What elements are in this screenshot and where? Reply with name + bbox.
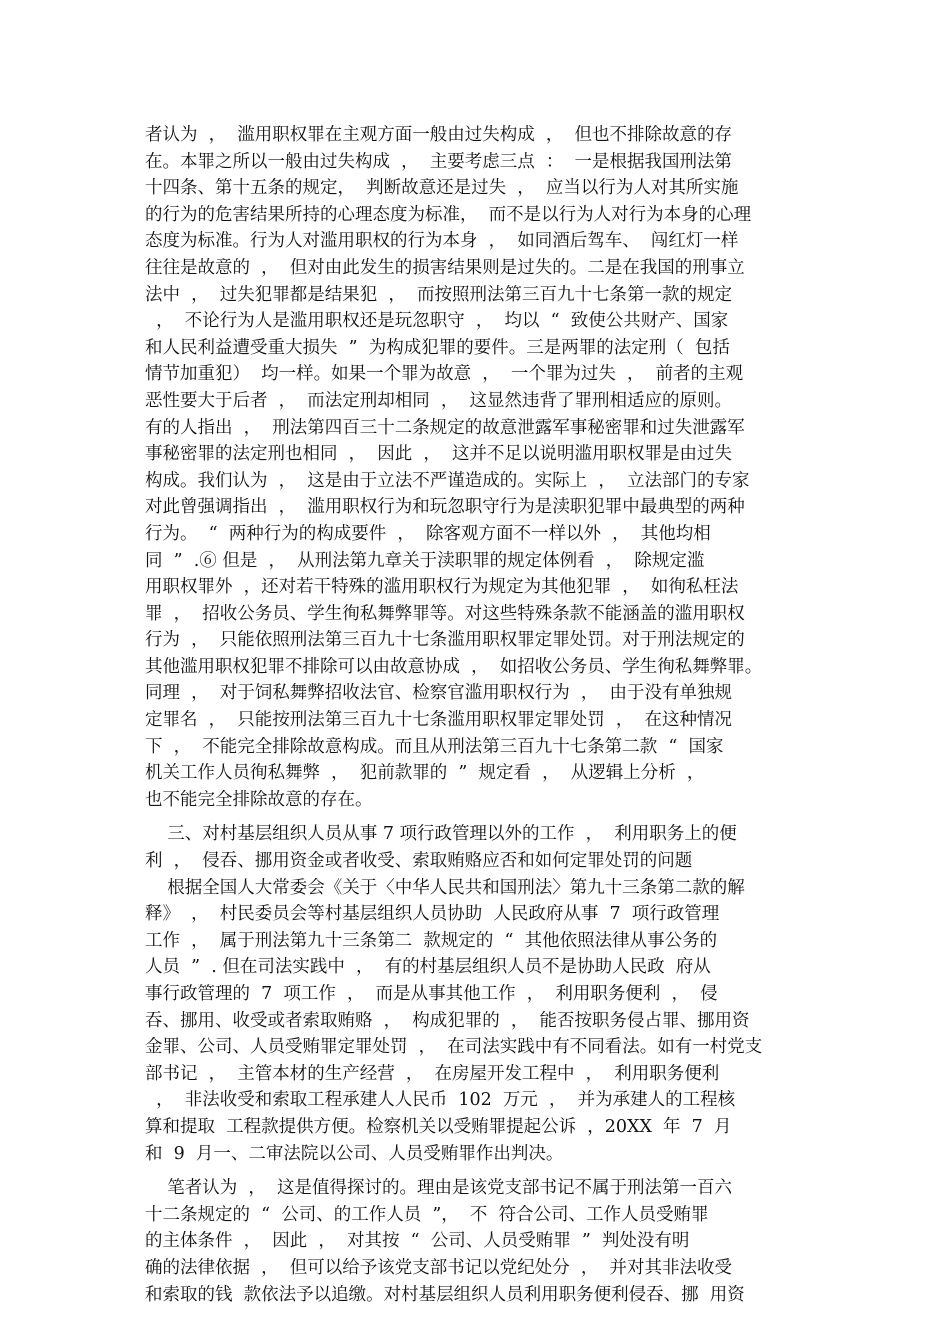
text-line: 事秘密罪的法定刑也相同 ， 因此 ， 这并不足以说明滥用职权罪是由过失 bbox=[145, 444, 732, 465]
text-line: 部书记 ， 主管本材的生产经营 ， 在房屋开发工程中 ， 利用职务便利 bbox=[145, 1063, 720, 1084]
text-line: 吞、挪用、收受或者索取贿赂 ， 构成犯罪的 ， 能否按职务侵占罪、挪用资 bbox=[145, 1010, 750, 1031]
text-line: 的主体条件 ， 因此 ， 对其按 “ 公司、人员受贿罪 ” 判处没有明 bbox=[145, 1231, 690, 1252]
paragraph-gap bbox=[145, 813, 815, 821]
text-line: 确的法律依据 ， 但可以给予该党支部书记以党纪处分 ， 并对其非法收受 bbox=[145, 1257, 732, 1278]
text-line: 在。本罪之所以一般由过失构成 ， 主要考虑三点 ： 一是根据我国刑法第 bbox=[145, 151, 732, 172]
text-line: 法中 ， 过失犯罪都是结果犯 ， 而按照刑法第三百九十七条第一款的规定 bbox=[145, 284, 732, 305]
text-line: 的行为的危害结果所持的心理态度为标准， 而不是以行为人对行为本身的心理 bbox=[145, 204, 752, 225]
text-line: 态度为标准。行为人对滥用职权的行为本身 ， 如同酒后驾车、 闯红灯一样 bbox=[145, 231, 739, 252]
text-line: 者认为 ， 滥用职权罪在主观方面一般由过失构成 ， 但也不排除故意的存 bbox=[145, 125, 732, 145]
text-line: 行为。 “ 两种行为的构成要件 ， 除客观方面不一样以外 ， 其他均相 bbox=[145, 523, 711, 544]
text-line: 算和提取 工程款提供方便。检察机关以受贿罪提起公诉 ，20XX 年 7 月 bbox=[145, 1116, 732, 1137]
text-line: 也不能完全排除故意的存在。 bbox=[145, 789, 373, 810]
text-line: 罪 ， 招收公务员、学生徇私舞弊罪等。对这些特殊条款不能涵盖的滥用职权 bbox=[145, 603, 745, 624]
text-line: 金罪、公司、人员受贿罪定罪处罚 ， 在司法实践中有不同看法。如有一村党支 bbox=[145, 1037, 763, 1058]
section-heading-line: 三、对村基层组织人员从事 7 项行政管理以外的工作 ， 利用职务上的便 bbox=[145, 824, 737, 845]
text-line: 事行政管理的 7 项工作 ， 而是从事其他工作 ， 利用职务便利 ， 侵 bbox=[145, 984, 718, 1004]
body-text bbox=[145, 122, 815, 1308]
text-line: 十二条规定的 “ 公司、的工作人员 ”， 不 符合公司、工作人员受贿罪 bbox=[145, 1204, 709, 1225]
text-line: 和索取的钱 款依法予以追缴。对村基层组织人员利用职务便利侵吞、挪 用资 bbox=[145, 1284, 745, 1305]
paragraph-gap bbox=[145, 1167, 815, 1175]
text-line: 和 9 月一、二审法院以公司、人员受贿罪作出判决。 bbox=[145, 1143, 564, 1164]
text-line: 和人民利益遭受重大损失 ” 为构成犯罪的要件。三是两罪的法定刑（ 包括 bbox=[145, 337, 730, 358]
text-line: 笔者认为 ， 这是值得探讨的。理由是该党支部书记不属于刑法第一百六 bbox=[145, 1178, 732, 1199]
text-line: 机关工作人员徇私舞弊 ， 犯前款罪的 ” 规定看 ， 从逻辑上分析 ， bbox=[145, 763, 705, 784]
text-line: 十四条、第十五条的规定， 判断故意还是过失 ， 应当以行为人对其所实施 bbox=[145, 178, 739, 199]
text-line: 对此曾强调指出 ， 滥用职权行为和玩忽职守行为是渎职犯罪中最典型的两种 bbox=[145, 497, 745, 518]
section-heading-line: 利 ， 侵吞、挪用资金或者收受、索取贿赂应否和如何定罪处罚的问题 bbox=[145, 851, 693, 872]
text-line: 人员 ” . 但在司法实践中 ， 有的村基层组织人员不是协助人民政 府从 bbox=[145, 957, 711, 978]
text-line: ， 非法收受和索取工程承建人人民币 102 万元 ， 并为承建人的工程核 bbox=[145, 1090, 736, 1111]
text-line: 行为 ， 只能依照刑法第三百九十七条滥用职权罪定罪处罚。对于刑法规定的 bbox=[145, 630, 745, 651]
text-line: 构成。我们认为 ， 这是由于立法不严谨造成的。实际上 ， 立法部门的专家 bbox=[145, 470, 750, 491]
text-line: ， 不论行为人是滥用职权还是玩忽职守 ， 均以 “ 致使公共财产、国家 bbox=[145, 311, 729, 332]
text-line: 恶性要大于后者 ， 而法定刑却相同 ， 这显然违背了罪刑相适应的原则。 bbox=[145, 390, 732, 411]
text-line: 同 ” .⑥ 但是 ， 从刑法第九章关于渎职罪的规定体例看 ， 除规定滥 bbox=[145, 550, 705, 571]
text-line: 有的人指出 ， 刑法第四百三十二条规定的故意泄露军事秘密罪和过失泄露军 bbox=[145, 417, 745, 438]
text-line: 根据全国人大常委会《关于〈中华人民共和国刑法〉第九十三条第二款的解 bbox=[145, 877, 745, 898]
text-line: 工作 ， 属于刑法第九十三条第二 款规定的 “ 其他依照法律从事公务的 bbox=[145, 930, 718, 951]
text-line: 其他滥用职权犯罪不排除可以由故意协成 ， 如招收公务员、学生徇私舞弊罪。 bbox=[145, 656, 763, 677]
text-line: 定罪名 ， 只能按刑法第三百九十七条滥用职权罪定罪处罚 ， 在这种情况 bbox=[145, 710, 732, 731]
text-line: 往往是故意的 ， 但对由此发生的损害结果则是过失的。二是在我国的刑事立 bbox=[145, 257, 745, 278]
text-line: 用职权罪外 ，还对若干特殊的滥用职权行为规定为其他犯罪 ， 如徇私枉法 bbox=[145, 577, 739, 598]
text-line: 同理 ， 对于饲私舞弊招收法官、检察官滥用职权行为 ， 由于没有单独规 bbox=[145, 683, 732, 704]
text-line: 释》 ， 村民委员会等村基层组织人员协助 人民政府从事 7 项行政管理 bbox=[145, 904, 720, 925]
text-line: 情节加重犯） 均一样。如果一个罪为故意 ， 一个罪为过失 ， 前者的主观 bbox=[145, 364, 744, 385]
text-line: 下 ， 不能完全排除故意构成。而且从刑法第三百九十七条第二款 “ 国家 bbox=[145, 736, 724, 757]
